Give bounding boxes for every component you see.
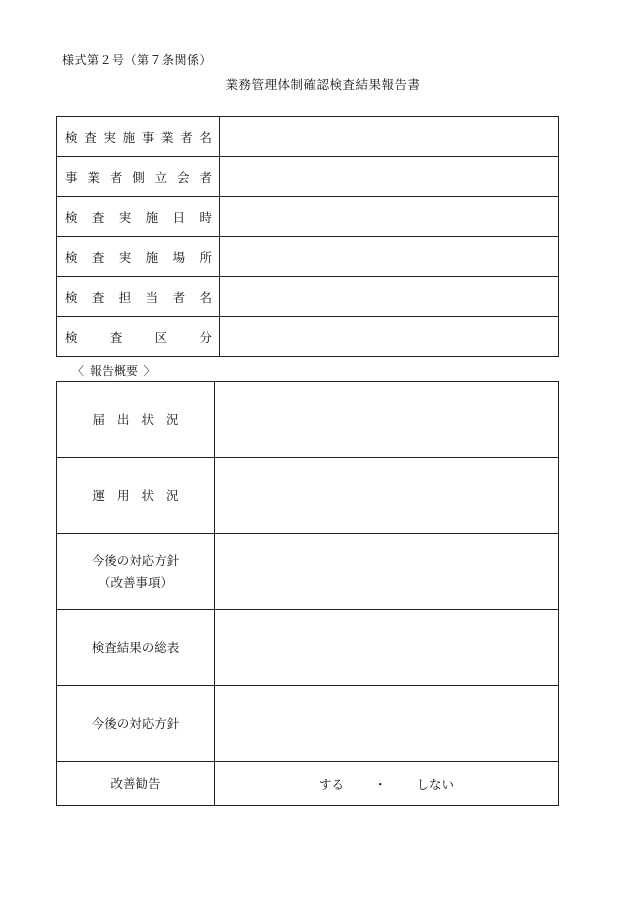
value-future-policy-improvement[interactable] bbox=[215, 534, 559, 610]
label-line: 今後の対応方針 bbox=[91, 552, 180, 568]
value-future-policy[interactable] bbox=[215, 686, 559, 762]
table-row bbox=[57, 382, 559, 458]
value-operation-status[interactable] bbox=[215, 458, 559, 534]
overview-title: 報告概要 bbox=[89, 364, 138, 378]
value-operator-attendee[interactable] bbox=[220, 157, 559, 197]
table-row bbox=[57, 762, 559, 806]
value-inspector-name[interactable] bbox=[220, 277, 559, 317]
table-row bbox=[57, 317, 559, 357]
report-overview-heading bbox=[70, 362, 158, 379]
table-row bbox=[57, 237, 559, 277]
table-row bbox=[57, 534, 559, 610]
value-inspection-place[interactable] bbox=[220, 237, 559, 277]
value-inspection-datetime[interactable] bbox=[220, 197, 559, 237]
label-future-policy: 今後の対応方針 bbox=[57, 686, 215, 762]
label-inspection-category: 検 査 区 分 bbox=[57, 317, 220, 357]
label-inspector-name: 検 査 担 当 者 名 bbox=[57, 277, 220, 317]
document-title: 業務管理体制確認検査結果報告書 bbox=[225, 77, 421, 92]
label-inspection-datetime: 検 査 実 施 日 時 bbox=[57, 197, 220, 237]
label-line: （改善事項） bbox=[97, 574, 173, 590]
table-row bbox=[57, 610, 559, 686]
form-number: 様式第２号（第７条関係） bbox=[62, 53, 213, 67]
table-row bbox=[57, 277, 559, 317]
value-inspection-summary[interactable] bbox=[215, 610, 559, 686]
table-row bbox=[57, 458, 559, 534]
label-inspected-operator: 検 査 実 施 事 業 者 名 bbox=[57, 117, 220, 157]
label-future-policy-improvement bbox=[57, 534, 215, 610]
label-operation-status: 運 用 状 況 bbox=[57, 458, 215, 534]
choice-separator: ・ bbox=[373, 776, 387, 792]
value-notification-status[interactable] bbox=[215, 382, 559, 458]
open-bracket: 〈 bbox=[71, 364, 84, 378]
table-row bbox=[57, 157, 559, 197]
report-table bbox=[56, 381, 559, 806]
close-bracket: 〉 bbox=[143, 364, 156, 378]
label-operator-attendee: 事 業 者 側 立 会 者 bbox=[57, 157, 220, 197]
label-notification-status: 届 出 状 況 bbox=[57, 382, 215, 458]
value-inspection-category[interactable] bbox=[220, 317, 559, 357]
recommendation-choice bbox=[215, 762, 559, 806]
label-inspection-summary: 検査結果の総表 bbox=[57, 610, 215, 686]
table-row bbox=[57, 197, 559, 237]
table-row bbox=[57, 117, 559, 157]
option-no[interactable]: しない bbox=[416, 776, 455, 792]
label-improvement-recommendation: 改善勧告 bbox=[57, 762, 215, 806]
label-inspection-place: 検 査 実 施 場 所 bbox=[57, 237, 220, 277]
value-inspected-operator[interactable] bbox=[220, 117, 559, 157]
inspection-info-table bbox=[56, 116, 559, 357]
option-yes[interactable]: する bbox=[318, 776, 344, 792]
table-row bbox=[57, 686, 559, 762]
